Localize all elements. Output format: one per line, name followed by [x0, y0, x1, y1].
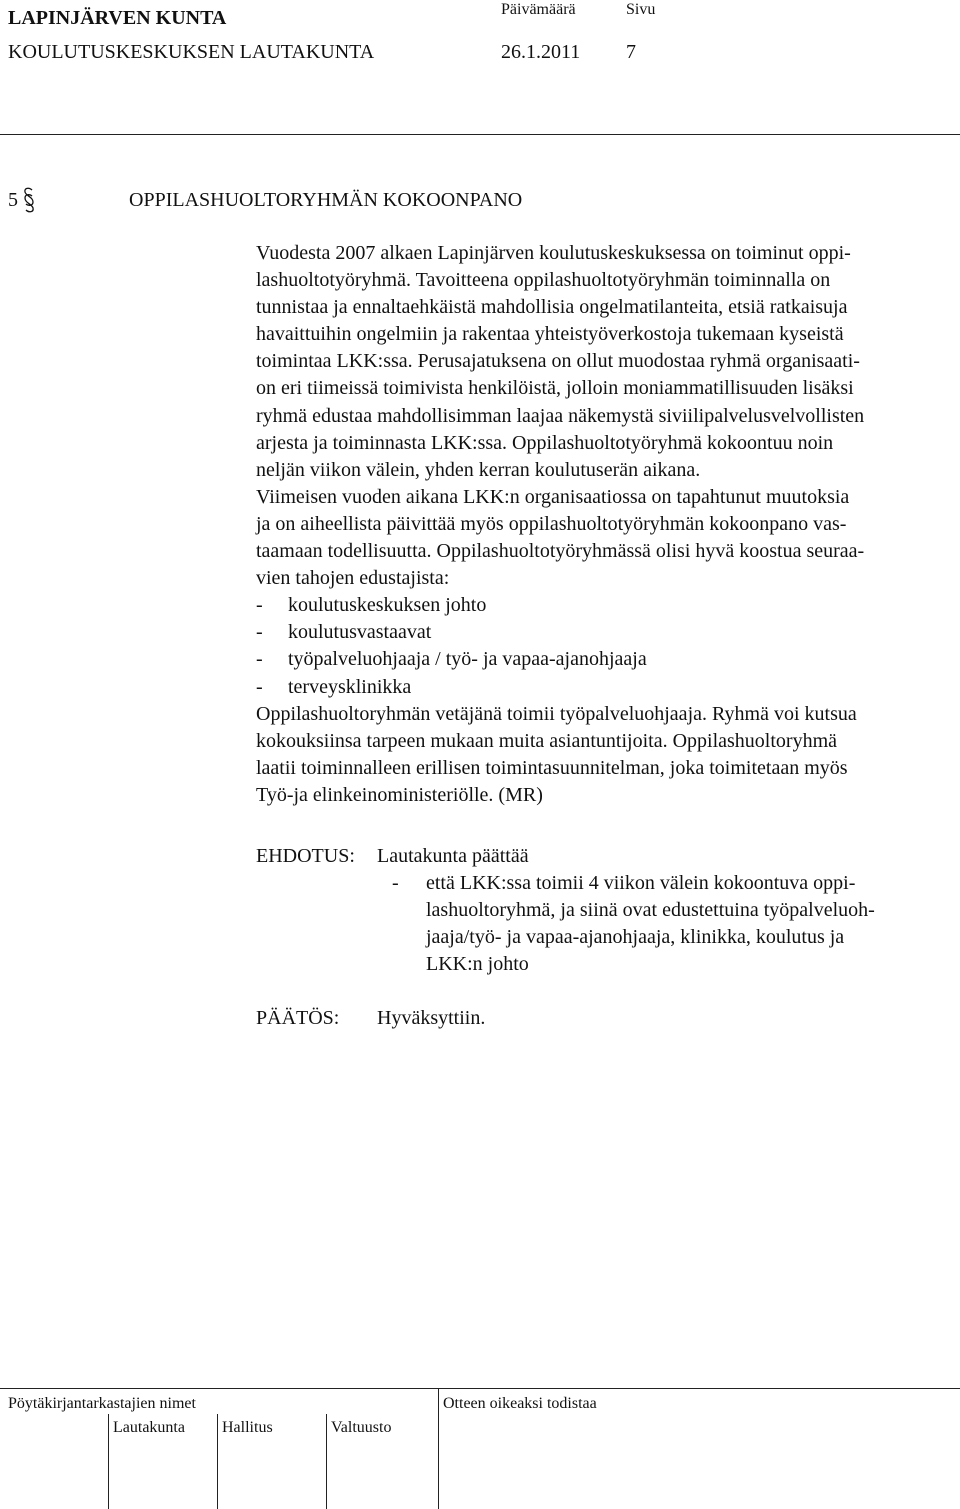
- section-title: OPPILASHUOLTORYHMÄN KOKOONPANO: [129, 189, 523, 211]
- body-line: lashuoltotyöryhmä. Tavoitteena oppilashuoltotyöryhmän toiminnalla on: [256, 269, 831, 292]
- body-line: toimintaa LKK:ssa. Perusajatuksena on ollut muodostaa ryhmä organisaati-: [256, 350, 860, 373]
- footer-government-column: Hallitus: [222, 1419, 273, 1436]
- body-line: taamaan todellisuutta. Oppilashuoltotyöryhmässä olisi hyvä koostua seuraa-: [256, 540, 865, 563]
- body-line: ryhmä edustaa mahdollisimman laajaa näkemystä siviilipalvelusvelvollisten: [256, 404, 865, 427]
- footer-board-column: Lautakunta: [113, 1419, 185, 1436]
- body-line: arjesta ja toiminnasta LKK:ssa. Oppilashuoltotyöryhmä kokoontuu noin: [256, 431, 834, 454]
- body-line: tunnistaa ja ennaltaehkäistä mahdollisia ongelmatilanteita, etsiä ratkaisuja: [256, 296, 848, 319]
- footer-divider: [326, 1414, 327, 1509]
- body-line: Vuodesta 2007 alkaen Lapinjärven koulutuskeskuksessa on toiminut oppi-: [256, 242, 851, 264]
- meeting-date: 26.1.2011: [501, 41, 581, 63]
- body-line: on eri tiimeissä toimivista henkilöistä, jolloin moniammatillisuuden lisäksi: [256, 377, 854, 400]
- member-list-item: - työpalveluohjaaja / työ- ja vapaa-ajanohjaaja: [256, 648, 647, 671]
- page-number: 7: [626, 41, 636, 63]
- footer-checkers-label: Pöytäkirjantarkastajien nimet: [8, 1395, 196, 1412]
- body-line: neljän viikon välein, yhden kerran koulutuserän aikana.: [256, 458, 701, 481]
- member-list-item: - koulutuskeskuksen johto: [256, 594, 487, 617]
- proposal-body: [392, 870, 875, 978]
- footer-divider: [217, 1414, 218, 1509]
- body-line: ja on aiheellista päivittää myös oppilashuoltotyöryhmän kokoonpano vas-: [256, 512, 847, 535]
- footer-divider: [438, 1389, 439, 1509]
- section-sign-icon: [22, 186, 36, 214]
- proposal-heading: Lautakunta päättää: [377, 845, 529, 867]
- decision-label: PÄÄTÖS:: [256, 1007, 340, 1029]
- board-name: KOULUTUSKESKUKSEN LAUTAKUNTA: [8, 41, 375, 63]
- date-label: Päivämäärä: [501, 1, 576, 18]
- section-body: [256, 240, 956, 809]
- footer-council-column: Valtuusto: [331, 1419, 392, 1436]
- proposal-label: EHDOTUS:: [256, 845, 355, 867]
- proposal-line: LKK:n johto: [426, 953, 529, 976]
- member-list-item: - terveysklinikka: [256, 675, 412, 698]
- proposal-line: jaaja/työ- ja vapaa-ajanohjaaja, klinikka, koulutus ja: [426, 926, 845, 949]
- header-rule: [0, 134, 960, 135]
- body-line: Työ-ja elinkeinoministeriölle. (MR): [256, 783, 543, 806]
- footer-rule: [0, 1388, 960, 1389]
- page-label: Sivu: [626, 1, 656, 18]
- footer-divider: [108, 1414, 109, 1509]
- body-line: vien tahojen edustajista:: [256, 567, 450, 590]
- footer-certified-label: Otteen oikeaksi todistaa: [443, 1395, 597, 1412]
- section-number: 5: [8, 189, 18, 211]
- body-line: Oppilashuoltoryhmän vetäjänä toimii työpalveluohjaaja. Ryhmä voi kutsua: [256, 702, 857, 725]
- body-line: Viimeisen vuoden aikana LKK:n organisaatiossa on tapahtunut muutoksia: [256, 485, 850, 508]
- body-line: kokouksiinsa tarpeen mukaan muita asiantuntijoita. Oppilashuoltoryhmä: [256, 729, 837, 752]
- proposal-line: lashuoltoryhmä, ja siinä ovat edustettuina työpalveluoh-: [426, 899, 875, 922]
- organization-name: LAPINJÄRVEN KUNTA: [8, 7, 227, 29]
- body-line: havaittuihin ongelmiin ja rakentaa yhteistyöverkostoja tukemaan kyseistä: [256, 323, 844, 346]
- member-list-item: - koulutusvastaavat: [256, 621, 432, 644]
- decision-text: Hyväksyttiin.: [377, 1007, 486, 1029]
- body-line: laatii toiminnalleen erillisen toimintasuunnitelman, joka toimitetaan myös: [256, 756, 848, 779]
- proposal-line: - että LKK:ssa toimii 4 viikon välein kokoontuva oppi-: [392, 872, 856, 894]
